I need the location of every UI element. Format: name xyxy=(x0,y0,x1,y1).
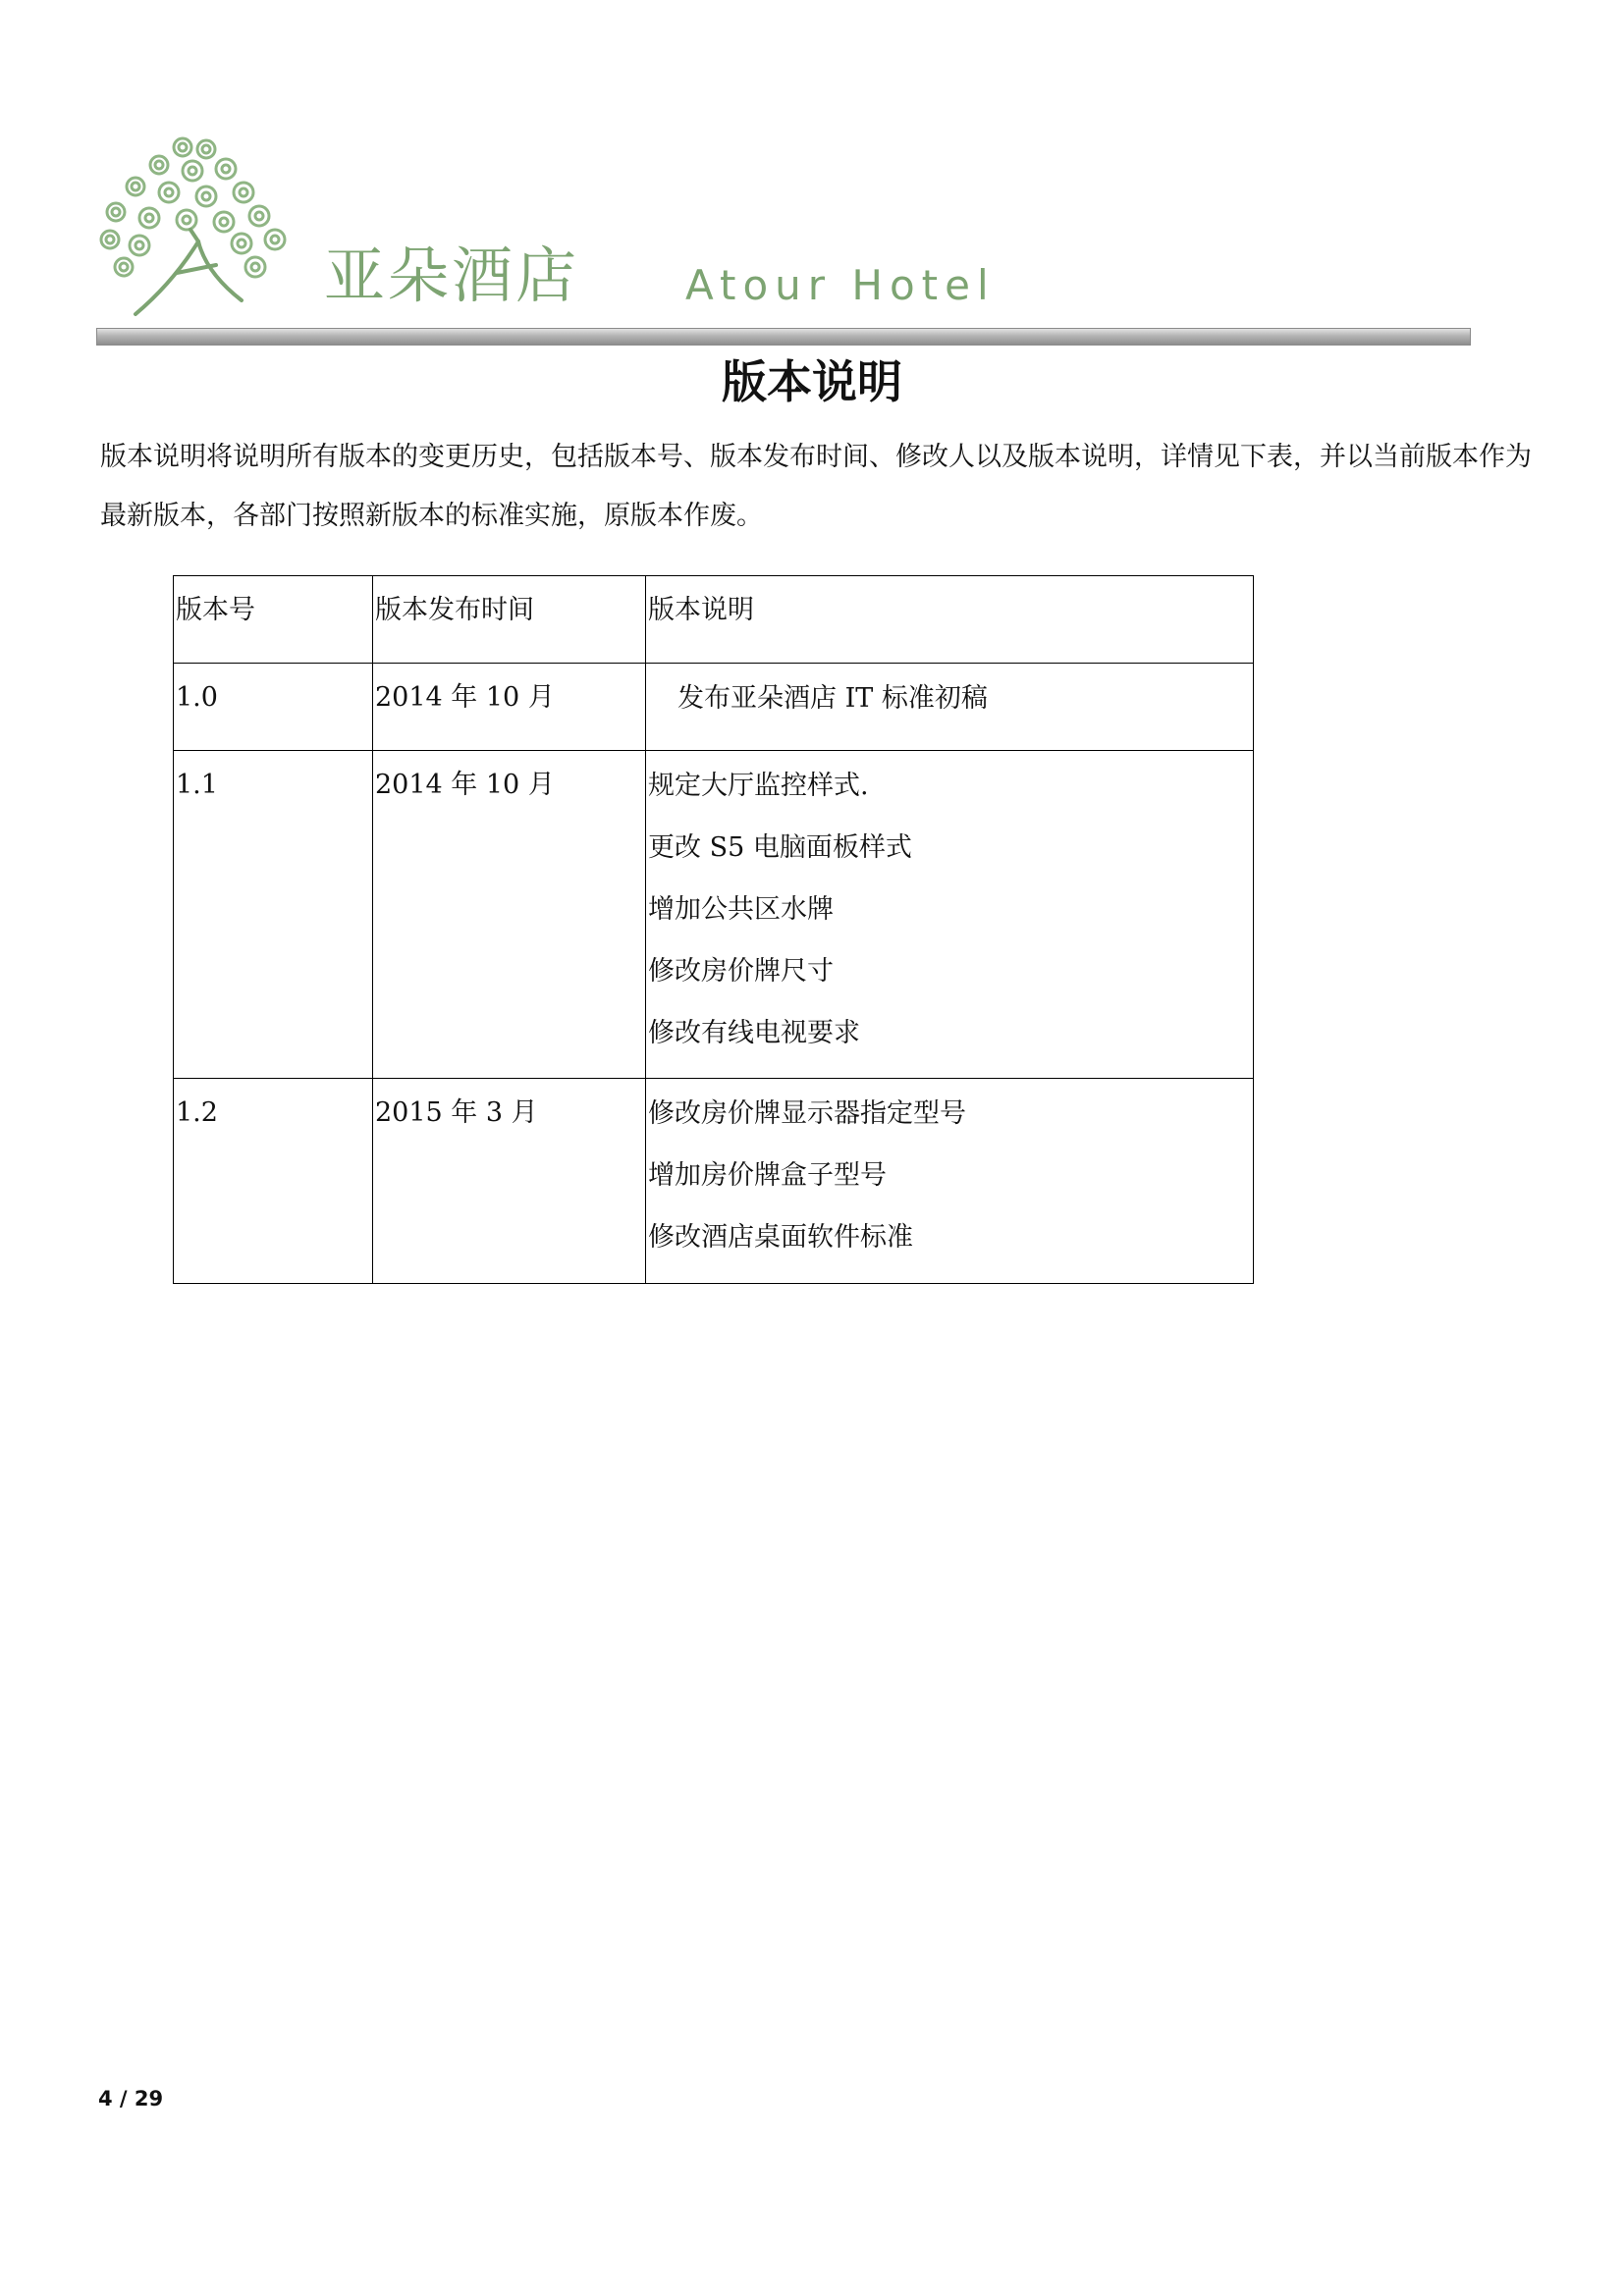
notes-cell xyxy=(646,751,1254,1079)
version-cell: 1.1 xyxy=(174,751,373,1079)
version-cell: 1.2 xyxy=(174,1079,373,1284)
header-logo xyxy=(96,135,1000,322)
note-line: 修改有线电视要求 xyxy=(648,1018,860,1048)
note-line: 规定大厅监控样式. xyxy=(648,771,869,801)
page-title: 版本说明 xyxy=(722,355,902,408)
intro-paragraph: 版本说明将说明所有版本的变更历史，包括版本号、版本发布时间、修改人以及版本说明，详情见下表，并以当前版本作为最新版本，各部门按照新版本的标准实施，原版本作废。 xyxy=(100,442,1532,531)
table-header-row xyxy=(174,576,1254,664)
table-row xyxy=(174,664,1254,751)
table-row xyxy=(174,751,1254,1079)
note-line: 修改酒店桌面软件标准 xyxy=(648,1222,913,1253)
header-divider xyxy=(96,328,1471,346)
note-line: 增加房价牌盒子型号 xyxy=(648,1160,887,1191)
table-row xyxy=(174,1079,1254,1284)
date-cell: 2014 年 10 月 xyxy=(373,664,646,751)
notes-cell xyxy=(646,664,1254,751)
note-line: 修改房价牌显示器指定型号 xyxy=(648,1098,966,1129)
tree-logo-icon xyxy=(96,135,312,322)
header-version: 版本号 xyxy=(174,576,373,664)
date-cell: 2014 年 10 月 xyxy=(373,751,646,1079)
header-notes: 版本说明 xyxy=(646,576,1254,664)
note-line: 修改房价牌尺寸 xyxy=(648,956,834,987)
version-cell: 1.0 xyxy=(174,664,373,751)
note-line: 增加公共区水牌 xyxy=(648,894,834,925)
date-cell: 2015 年 3 月 xyxy=(373,1079,646,1284)
page-number: 4 / 29 xyxy=(98,2087,164,2110)
logo-english-name: Atour Hotel xyxy=(685,261,996,309)
notes-cell xyxy=(646,1079,1254,1284)
note-line: 发布亚朵酒店 IT 标准初稿 xyxy=(677,683,988,714)
note-line: 更改 S5 电脑面板样式 xyxy=(648,832,912,863)
logo-chinese-name: 亚朵酒店 xyxy=(324,240,580,311)
version-table xyxy=(173,575,1254,1284)
header-date: 版本发布时间 xyxy=(373,576,646,664)
